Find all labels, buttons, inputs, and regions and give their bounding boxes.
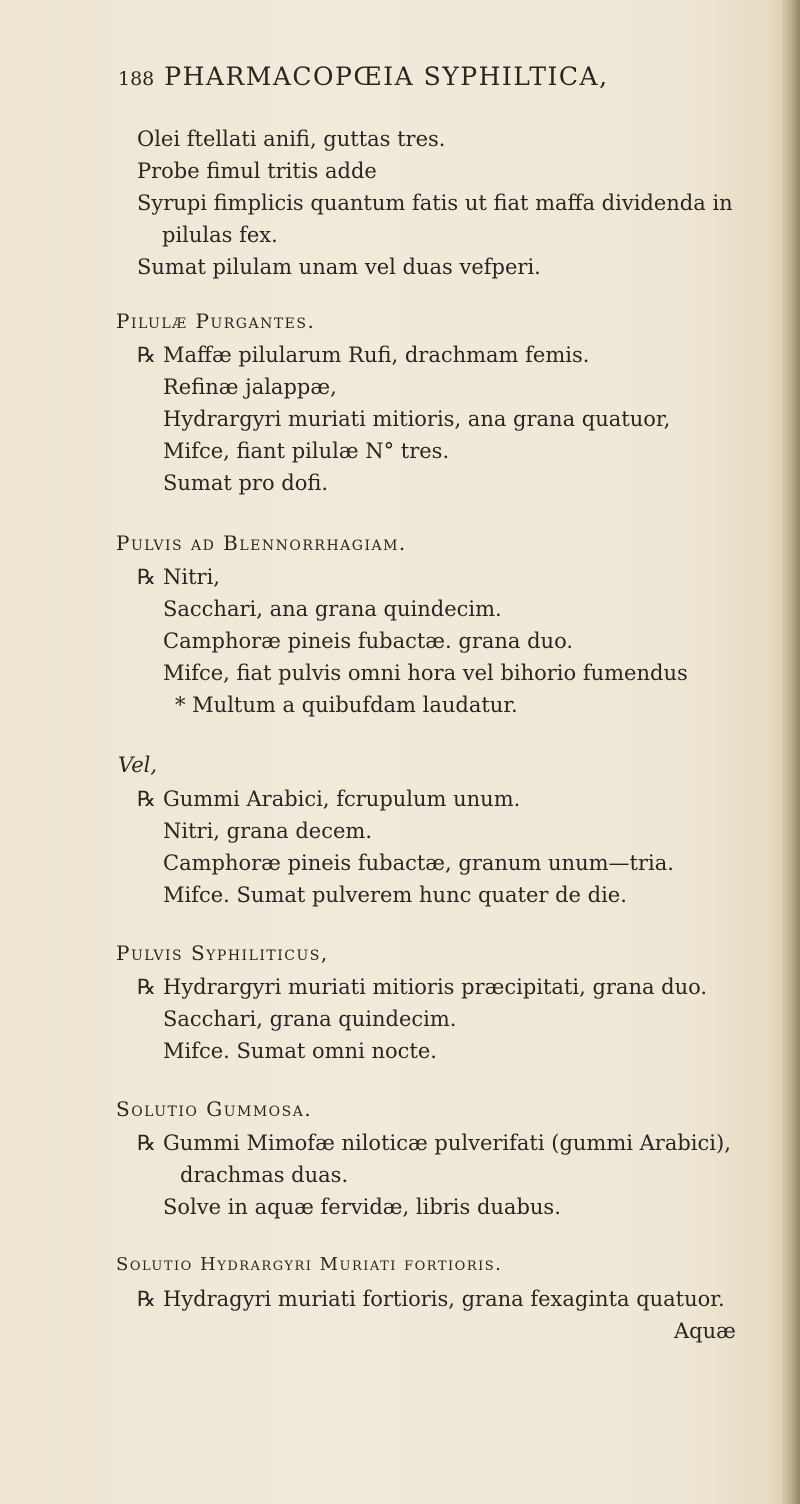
recipe-line [137, 1286, 725, 1312]
text-line: Mifce, fiant pilulæ N° tres. [163, 439, 450, 463]
footnote-line: * Multum a quibufdam laudatur. [175, 693, 518, 717]
text-line: Mifce, fiat pulvis omni hora vel bihorio fumendus [163, 661, 688, 685]
text-line: Solve in aquæ fervidæ, libris duabus. [163, 1195, 561, 1219]
catchword: Aquæ [674, 1319, 736, 1343]
section-heading: Solutio Gummosa. [116, 1097, 313, 1121]
text-line: Sumat pro dofi. [163, 471, 329, 495]
recipe-symbol: ℞ [137, 343, 156, 367]
page-edge [782, 0, 800, 1504]
recipe-symbol: ℞ [137, 1131, 156, 1155]
recipe-symbol: ℞ [137, 565, 156, 589]
text-line: Nitri, [163, 565, 220, 589]
text-line: Maffæ pilularum Rufi, drachmam femis. [163, 343, 590, 367]
section-heading: Pulvis ad Blennorrhagiam. [116, 531, 407, 555]
text-line: pilulas fex. [162, 223, 278, 247]
text-line: Hydragyri muriati fortioris, grana fexaginta quatuor. [163, 1287, 725, 1311]
text-line: Sumat pilulam unam vel duas vefperi. [137, 255, 541, 279]
text-line: Camphoræ pineis fubactæ, granum unum—tria. [163, 851, 674, 875]
recipe-line [137, 342, 589, 368]
running-title: PHARMACOPŒIA SYPHILTICA, [164, 62, 609, 91]
section-heading: Solutio Hydrargyri Muriati fortioris. [116, 1254, 503, 1275]
text-line: Nitri, grana decem. [163, 819, 373, 843]
text-line: Sacchari, ana grana quindecim. [163, 597, 502, 621]
recipe-line [137, 786, 520, 812]
recipe-symbol: ℞ [137, 787, 156, 811]
text-line: Gummi Mimofæ niloticæ pulverifati (gummi Arabici), [163, 1131, 731, 1155]
text-line: Gummi Arabici, fcrupulum unum. [163, 787, 521, 811]
text-line: drachmas duas. [180, 1163, 349, 1187]
text-line: Probe fimul tritis adde [137, 159, 377, 183]
section-heading: Pulvis Syphiliticus, [116, 941, 329, 965]
text-line: Olei ftellati anifi, guttas tres. [137, 127, 446, 151]
text-line: Refinæ jalappæ, [163, 375, 337, 399]
text-line: Hydrargyri muriati mitioris præcipitati, grana duo. [163, 975, 708, 999]
recipe-line [137, 564, 220, 590]
alternative-heading: Vel, [118, 753, 158, 777]
recipe-symbol: ℞ [137, 1287, 156, 1311]
recipe-line [137, 1130, 731, 1156]
running-header [118, 64, 609, 92]
text-line: Syrupi fimplicis quantum fatis ut fiat maffa dividenda in [137, 191, 733, 215]
section-heading: Pilulæ Purgantes. [116, 309, 316, 333]
recipe-line [137, 974, 707, 1000]
text-line: Mifce. Sumat omni nocte. [163, 1039, 437, 1063]
text-line: Mifce. Sumat pulverem hunc quater de die. [163, 883, 627, 907]
recipe-symbol: ℞ [137, 975, 156, 999]
page-number: 188 [118, 68, 155, 90]
text-line: Hydrargyri muriati mitioris, ana grana quatuor, [163, 407, 671, 431]
text-line: Sacchari, grana quindecim. [163, 1007, 457, 1031]
text-line: Camphoræ pineis fubactæ. grana duo. [163, 629, 574, 653]
